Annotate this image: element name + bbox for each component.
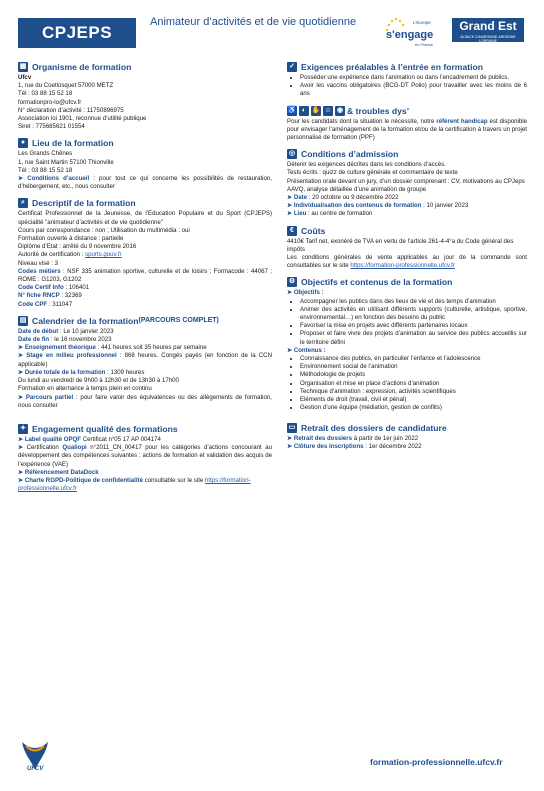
coins-icon: € (287, 226, 297, 236)
section-handicap (287, 106, 527, 143)
text: Pour les candidats dont la situation le nécessite, notre (287, 117, 437, 125)
admission-lieu (287, 210, 527, 218)
hand-icon: ✋ (311, 106, 321, 114)
svg-text:en France: en France (415, 42, 434, 47)
alternance: Formation en alternance à temps plein en continu (18, 385, 152, 393)
value: : 1309 heures (105, 368, 145, 376)
section-admission (287, 149, 527, 218)
value: : pour tout ce qui concerne les possibilités de restauration, d’hébergement, etc., nous consulter (18, 175, 272, 191)
label: Stage en milieu professionnel (26, 352, 117, 360)
lieu-line: Tél : 03 88 15 52 18 (18, 166, 73, 174)
arrow-icon: ➤ (287, 289, 293, 297)
label: Durée totale de la formation (24, 368, 106, 376)
section-retrait (287, 423, 527, 451)
label: Clôture des inscriptions (293, 442, 364, 450)
eye-icon: ◉ (336, 106, 344, 114)
value: : au centre de formation (306, 210, 373, 218)
niveau: Niveau visé : 3 (18, 259, 58, 267)
individualisation (287, 202, 527, 210)
qualiopi (18, 444, 272, 469)
arrow-icon: ➤ (18, 444, 24, 452)
descriptif-line: Cours par correspondance : non ; Utilisation du multimédia : oui (18, 226, 190, 234)
hearing-icon: ◐ (299, 106, 309, 116)
list-item: • Avoir les vaccins obligatoires (BCG-DT Polio) pour travailler avec les moins de 6 ans (300, 82, 527, 98)
section-heading: Organisme de formation (32, 62, 132, 72)
list-item: • Animer des activités en utilisant différents supports (culturelle, artistique, sportive, environnemental…) en fonction des besoins du public (300, 306, 527, 322)
checkbox-icon: ✓ (287, 62, 297, 72)
label: Parcours partiel (25, 393, 74, 401)
label: Individualisation des contenus de formation (293, 202, 422, 210)
section-lieu (18, 138, 272, 191)
label: Certification (23, 444, 63, 452)
org-email: formationpro-lo@ufcv.fr (18, 98, 82, 106)
handicap-text (287, 118, 527, 143)
stage (18, 352, 272, 368)
label: Autorité de certification : (18, 251, 86, 259)
label: Retrait des dossiers (293, 434, 353, 442)
target-icon: ◎ (288, 150, 296, 158)
footer-url[interactable]: formation-professionnelle.ufcv.fr (370, 757, 503, 767)
gear-icon: ⚙ (288, 278, 296, 286)
list-item: • Gestion d’une équipe (médiation, gestion de conflits) (300, 404, 527, 412)
descriptif-line: Formation ouverte à distance : partielle (18, 235, 124, 243)
admission-date (287, 194, 527, 202)
label: Référencement DataDock (24, 468, 99, 476)
label: Code CPF (18, 300, 48, 308)
code-certif (18, 284, 272, 292)
value: : Le 10 janvier 2023 (58, 327, 114, 335)
section-calendrier (18, 316, 272, 410)
arrow-icon: ➤ (18, 435, 24, 443)
section-heading: Conditions d’admission (301, 149, 399, 160)
section-heading: Lieu de la formation (32, 138, 114, 149)
codes-metiers (18, 268, 272, 284)
arrow-icon: ➤ (18, 476, 24, 484)
conditions-accueil (18, 175, 272, 191)
label: Code Certif Info (18, 284, 64, 292)
label: Enseignement théorique (24, 344, 96, 352)
label: Contenus : (293, 346, 326, 354)
diploma-badge: CPJEPS (18, 18, 136, 48)
code-cpf (18, 301, 272, 309)
retrait-dossiers (287, 435, 527, 443)
svg-text:UFCV: UFCV (27, 766, 44, 772)
section-heading: Engagement qualité des formations (32, 423, 178, 434)
rgpd-link[interactable]: https://formation-professionnelle.ufcv.fr (18, 476, 251, 493)
location-pin-icon: ● (18, 138, 28, 148)
value: : 106401 (63, 284, 90, 292)
date-fin (18, 336, 272, 344)
svg-text:s'engage: s'engage (386, 29, 434, 41)
section-objectifs (287, 277, 527, 412)
section-exigences (287, 62, 527, 99)
left-column (18, 62, 272, 500)
lieu-line: 1, rue Saint Martin 57100 Thionville (18, 158, 114, 166)
code-rncp (18, 292, 272, 300)
admission-line: Détenir les exigences décrites dans les conditions d’accès. (287, 161, 446, 169)
label: Date de fin (18, 336, 50, 344)
value: n°2011_CN_00417 pour les catégories d’actions concourant au développement des compétences suivantes : actions de formation et validation des acquis de l’expérience (VAE) (18, 444, 273, 468)
folder-icon: ▭ (288, 423, 296, 431)
handshake-icon: ✦ (18, 424, 28, 434)
org-name: Ufcv (18, 74, 32, 81)
list-item: • Accompagner les publics dans des lieux de vie et des temps d’animation (300, 298, 527, 306)
label: Date de début (18, 327, 59, 335)
label: Codes métiers (18, 267, 61, 275)
ufcv-logo (18, 740, 52, 772)
org-line: N° déclaration d’activité : 11750896975 (18, 106, 124, 114)
head-icon: ☺ (324, 106, 332, 114)
section-couts (287, 226, 527, 271)
enseignement-theorique (18, 344, 272, 352)
value: : 441 heures soit 35 heures par semaine (95, 344, 207, 352)
couts-line: 4410€ Tarif net, exonéré de TVA en vertu de l’article 261-4-4°a du Code général des impôts (287, 237, 514, 253)
calendar-icon: ▤ (19, 316, 27, 324)
list-item: • Connaissance des publics, en particulier l’enfance et l’adolescence (300, 355, 527, 363)
arrow-icon: ➤ (287, 194, 293, 202)
grandest-logo-text: Grand Est (459, 19, 517, 33)
grandest-logo-subtext: ALSACE CHAMPAGNE-ARDENNE LORRAINE (460, 35, 516, 43)
parcours-partiel (18, 394, 272, 410)
duree-totale (18, 369, 272, 377)
label: Label qualité OPQF (24, 435, 82, 443)
lieu-line: Les Grands Chênes (18, 150, 73, 158)
objectifs-label (287, 289, 527, 297)
text: est disponible pour envisager l’aménagement de la formation et/ou de la certification à travers un projet personnalisé de formation (PPF) (287, 117, 528, 142)
cgv-link[interactable]: https://formation-professionnelle.ufcv.fr (350, 262, 455, 270)
section-heading-suffix: (PARCOURS COMPLET) (138, 317, 219, 325)
list-item: • Environnement social de l’animation (300, 363, 527, 371)
section-heading: Exigences préalables à l’entrée en formation (301, 62, 483, 72)
arrow-icon: ➤ (287, 210, 293, 218)
autorite-line (18, 251, 272, 259)
building-icon: ▦ (19, 63, 27, 70)
value: : 311047 (47, 300, 73, 308)
cloture-inscriptions (287, 443, 527, 451)
value: consultable sur le site (142, 476, 205, 484)
contenus-label (287, 347, 527, 355)
value: : 20 octobre ou 9 décembre 2022 (307, 194, 399, 202)
value: : le 16 novembre 2023 (49, 336, 112, 344)
arrow-icon: ➤ (287, 434, 293, 442)
list-item: • Favoriser la mise en projets avec différents partenaires locaux (300, 322, 527, 330)
rgpd (18, 477, 272, 493)
arrow-icon: ➤ (287, 346, 293, 354)
referent-handicap: référent handicap (436, 117, 488, 125)
label: Charte RGPD-Politique de confidentialité (24, 476, 143, 484)
section-heading: Calendrier de la formation (32, 315, 139, 326)
arrow-icon: ➤ (287, 442, 293, 450)
list-item: • Posséder une expérience dans l’animation ou dans l’encadrement de publics. (300, 74, 527, 82)
section-descriptif (18, 198, 272, 308)
org-line: 1, rue du Coetlosquet 57000 METZ (18, 82, 114, 90)
grandest-logo (452, 18, 524, 42)
list-item: • Technique d’animation : expression, activités scientifiques (300, 388, 527, 396)
descriptif-intro: Certificat Professionnel de la Jeunesse, de l’Education Populaire et du Sport (CPJEPS) spécialité "animateur d’activités et de vie quotidienne" (18, 210, 272, 226)
admission-line: Tests écrits : quizz de culture générale et commentaire de texte (287, 169, 458, 177)
arrow-icon: ➤ (18, 468, 24, 476)
date-debut (18, 328, 272, 336)
arrow-icon: ➤ (287, 202, 293, 210)
section-heading: Descriptif de la formation (32, 198, 136, 209)
list-item: • Méthodologie de projets (300, 371, 527, 379)
org-line: Tél : 03 88 15 52 18 (18, 90, 73, 98)
list-item: • Proposer et faire vivre des projets d’animation au service des publics accueillis sur le territoire défini (300, 330, 527, 346)
autorite-link[interactable]: sports.gouv.fr (85, 251, 122, 259)
value: : 1er décembre 2022 (363, 442, 422, 450)
arrow-icon: ➤ (18, 393, 24, 401)
value: : pour faire valoir des équivalences ou des allègements de formation, nous consulter (18, 393, 272, 409)
section-heading: & troubles dys’ (347, 105, 410, 116)
value: à partir de 1er juin 2022 (352, 434, 419, 442)
horaires: Du lundi au vendredi de 9h00 à 12h30 et de 13h30 à 17h00 (18, 377, 179, 385)
magnifier-icon: ⌕ (18, 198, 28, 208)
section-heading: Retrait des dossiers de candidature (301, 422, 447, 433)
arrow-icon: ➤ (18, 352, 24, 360)
label: Date (293, 194, 308, 202)
cgv (287, 254, 527, 270)
value: : NSF 335 animation sportive, culturelle et de loisirs ; Formacode : 44067 ; ROME : G1203, G1202 (18, 267, 272, 284)
label: Lieu (293, 210, 307, 218)
section-heading: Coûts (301, 225, 326, 236)
value: : 32369 (59, 292, 82, 300)
label-opqf (18, 436, 272, 444)
label: Qualiopi (62, 444, 87, 452)
label: Conditions d’accueil (27, 175, 90, 183)
section-qualite (18, 424, 272, 493)
europe-engage-logo (383, 16, 441, 50)
label: Objectifs : (293, 289, 324, 297)
label: N° fiche RNCP (18, 292, 60, 300)
descriptif-line: Diplôme d’Etat : arrêté du 9 novembre 2016 (18, 243, 137, 251)
arrow-icon: ➤ (18, 175, 24, 183)
list-item: • Eléments de droit (travail, civil et pénal) (300, 396, 527, 404)
section-organisme (18, 62, 272, 131)
datadock (18, 469, 272, 477)
arrow-icon: ➤ (18, 344, 24, 352)
text: Les conditions générales de vente applicables au jour de la commande sont consultables sur le site (287, 254, 527, 270)
svg-text:L'Europe: L'Europe (413, 20, 431, 25)
value: : 10 janvier 2023 (421, 202, 469, 210)
list-item: • Organisation et mise en place d’actions d’animation (300, 380, 527, 388)
page-title: Animateur d’activités et de vie quotidienne (150, 16, 357, 28)
value: : 868 heures. Congés payés (en fonction de la CCN applicable) (18, 352, 272, 368)
org-line: Siret : 775685621 01554 (18, 123, 85, 131)
value: Certificat n°05 17 AP 004174 (81, 435, 161, 443)
wheelchair-icon: ♿ (287, 106, 297, 114)
section-heading: Objectifs et contenus de la formation (301, 277, 453, 288)
arrow-icon: ➤ (18, 368, 24, 376)
admission-line: Présentation orale devant un jury, d’un dossier comprenant : CV, motivations au CPJeps AAVQ, analyse détaillée d’une animation de groupe (287, 177, 525, 193)
org-line: Association loi 1901, reconnue d’utilité publique (18, 115, 147, 123)
right-column (287, 62, 527, 458)
